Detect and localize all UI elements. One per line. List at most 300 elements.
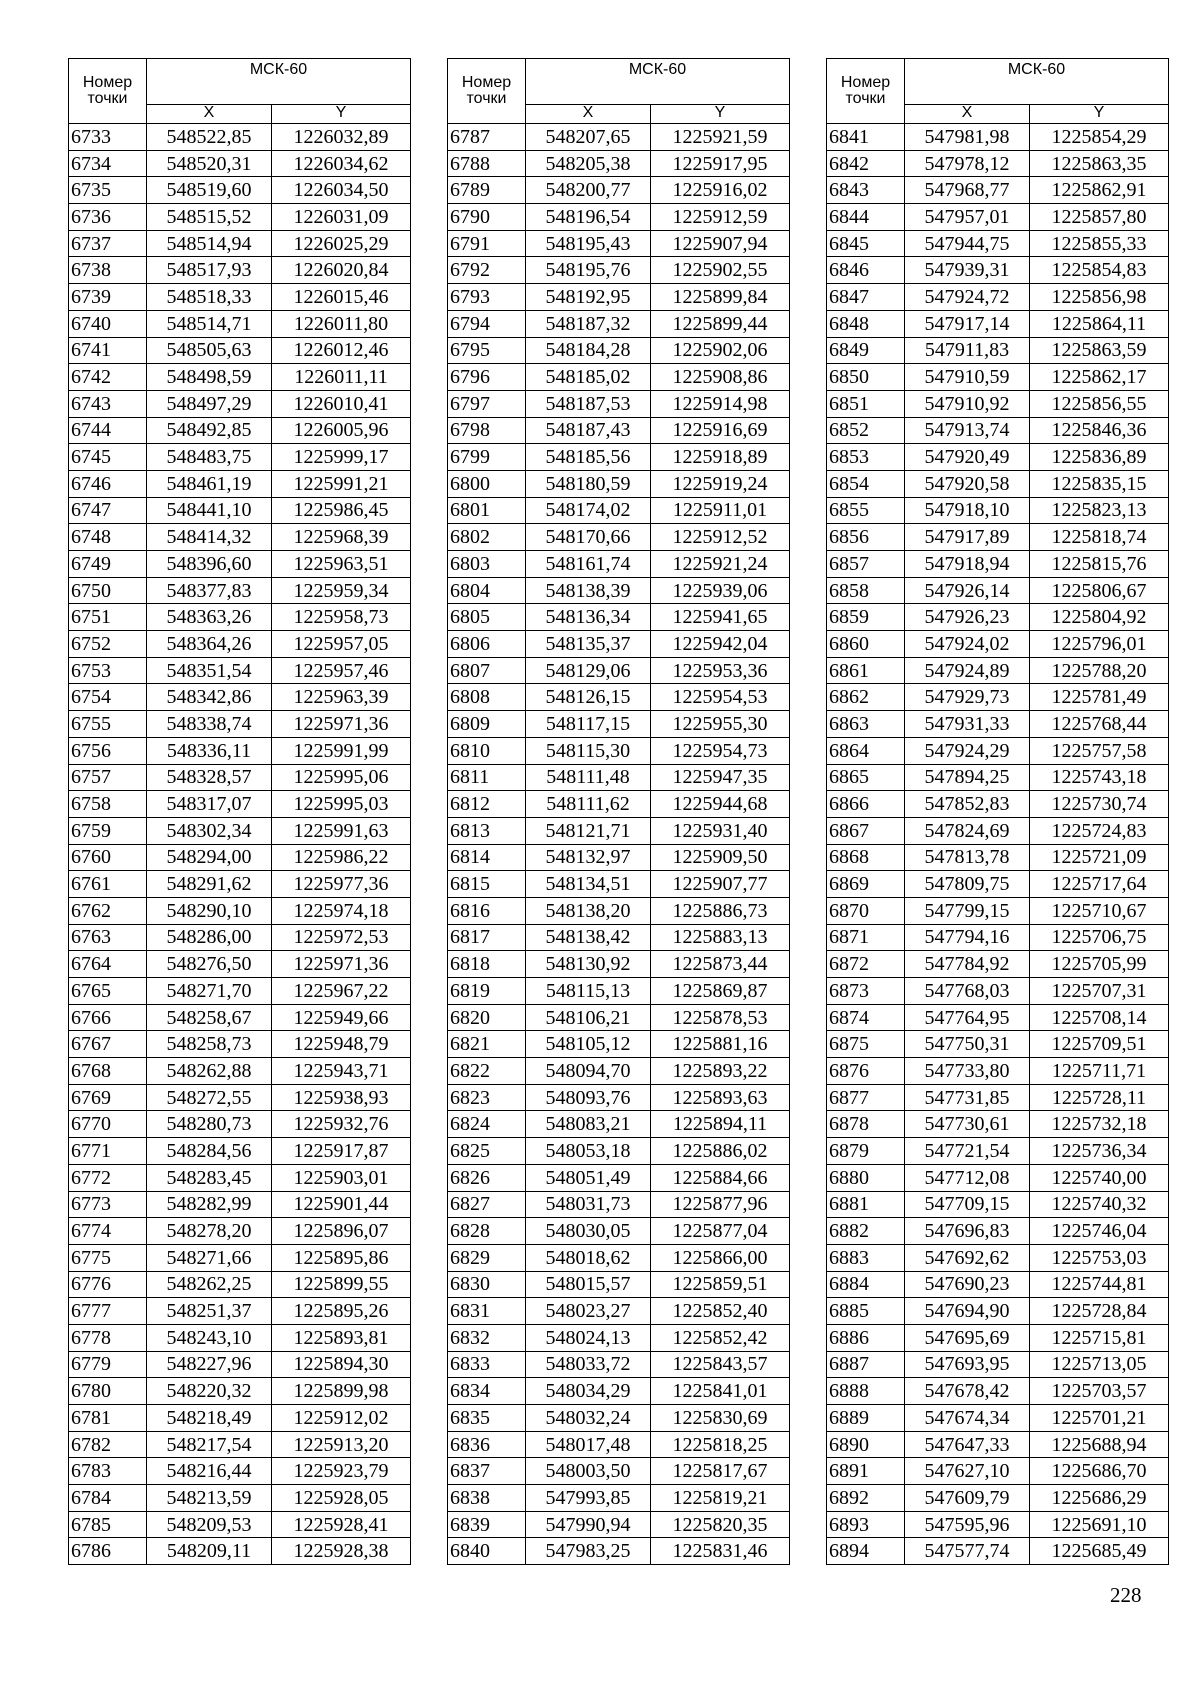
table-row [827,417,1169,444]
point-number-cell: 6837 [448,1458,526,1485]
table-row [69,1218,411,1245]
table-row [448,284,790,311]
y-coordinate-cell: 1225781,49 [1030,684,1169,711]
table-row [827,604,1169,631]
y-coordinate-cell: 1225688,94 [1030,1431,1169,1458]
point-number-header: Номер точки [448,59,526,124]
table-row [827,1405,1169,1432]
y-coordinate-cell: 1226015,46 [272,284,411,311]
x-coordinate-cell: 548377,83 [147,577,272,604]
y-coordinate-cell: 1225944,68 [651,791,790,818]
table-row [448,524,790,551]
y-coordinate-cell: 1225901,44 [272,1191,411,1218]
point-number-cell: 6734 [69,150,147,177]
y-coordinate-cell: 1225928,41 [272,1511,411,1538]
y-coordinate-cell: 1225856,98 [1030,284,1169,311]
x-coordinate-cell: 547696,83 [905,1218,1030,1245]
x-coordinate-cell: 548218,49 [147,1405,272,1432]
table-row [69,791,411,818]
table-row [69,604,411,631]
point-number-cell: 6803 [448,551,526,578]
y-coordinate-cell: 1225991,99 [272,737,411,764]
x-coordinate-cell: 548276,50 [147,951,272,978]
point-number-cell: 6747 [69,497,147,524]
y-coordinate-cell: 1225916,69 [651,417,790,444]
point-number-cell: 6889 [827,1405,905,1432]
point-number-cell: 6849 [827,337,905,364]
table-row [448,764,790,791]
x-coordinate-cell: 547595,96 [905,1511,1030,1538]
table-row [69,124,411,151]
y-coordinate-cell: 1225918,89 [651,444,790,471]
table-row [448,150,790,177]
point-number-cell: 6861 [827,657,905,684]
point-number-cell: 6797 [448,390,526,417]
point-number-cell: 6828 [448,1218,526,1245]
y-coordinate-cell: 1225971,36 [272,711,411,738]
x-coordinate-cell: 548032,24 [526,1405,651,1432]
x-coordinate-cell: 547920,58 [905,470,1030,497]
x-coordinate-cell: 547990,94 [526,1511,651,1538]
y-coordinate-cell: 1225912,02 [272,1405,411,1432]
x-coordinate-cell: 547968,77 [905,177,1030,204]
y-coordinate-cell: 1225877,96 [651,1191,790,1218]
y-coordinate-cell: 1225923,79 [272,1458,411,1485]
y-coordinate-cell: 1225744,81 [1030,1271,1169,1298]
y-coordinate-cell: 1225711,71 [1030,1058,1169,1085]
point-number-cell: 6769 [69,1084,147,1111]
y-coordinate-cell: 1225893,81 [272,1324,411,1351]
point-number-cell: 6860 [827,631,905,658]
y-coordinate-cell: 1225953,36 [651,657,790,684]
x-coordinate-cell: 548129,06 [526,657,651,684]
point-number-cell: 6872 [827,951,905,978]
table-row [827,337,1169,364]
point-number-cell: 6751 [69,604,147,631]
table-row [69,1138,411,1165]
point-number-cell: 6891 [827,1458,905,1485]
table-row [69,577,411,604]
x-coordinate-cell: 547694,90 [905,1298,1030,1325]
point-number-header: Номер точки [69,59,147,124]
table-row [827,924,1169,951]
x-coordinate-cell: 548106,21 [526,1004,651,1031]
x-coordinate-cell: 548414,32 [147,524,272,551]
y-coordinate-cell: 1225852,42 [651,1324,790,1351]
table-row [827,844,1169,871]
table-row [448,1298,790,1325]
table-row [827,1458,1169,1485]
y-coordinate-cell: 1225902,06 [651,337,790,364]
y-coordinate-cell: 1225686,70 [1030,1458,1169,1485]
y-coordinate-cell: 1225967,22 [272,978,411,1005]
x-coordinate-cell: 547983,25 [526,1538,651,1565]
y-coordinate-cell: 1225986,45 [272,497,411,524]
x-coordinate-cell: 548195,43 [526,230,651,257]
x-coordinate-cell: 548192,95 [526,284,651,311]
table-row [69,711,411,738]
y-coordinate-cell: 1225949,66 [272,1004,411,1031]
x-coordinate-cell: 547678,42 [905,1378,1030,1405]
point-number-cell: 6768 [69,1058,147,1085]
y-coordinate-cell: 1225855,33 [1030,230,1169,257]
y-coordinate-cell: 1225912,52 [651,524,790,551]
y-coordinate-cell: 1225710,67 [1030,897,1169,924]
x-coordinate-cell: 548258,67 [147,1004,272,1031]
point-number-cell: 6761 [69,871,147,898]
x-coordinate-cell: 548138,39 [526,577,651,604]
x-coordinate-cell: 548207,65 [526,124,651,151]
point-number-cell: 6843 [827,177,905,204]
table-row [448,177,790,204]
y-coordinate-cell: 1225843,57 [651,1351,790,1378]
y-coordinate-cell: 1225991,63 [272,817,411,844]
table-row [448,551,790,578]
y-coordinate-cell: 1225685,49 [1030,1538,1169,1565]
y-coordinate-cell: 1225877,04 [651,1218,790,1245]
x-coordinate-cell: 547784,92 [905,951,1030,978]
table-row [448,817,790,844]
table-row [827,284,1169,311]
point-number-cell: 6838 [448,1485,526,1512]
x-coordinate-cell: 548216,44 [147,1458,272,1485]
x-coordinate-cell: 547731,85 [905,1084,1030,1111]
x-coordinate-cell: 548336,11 [147,737,272,764]
table-row [69,1431,411,1458]
y-coordinate-cell: 1225907,94 [651,230,790,257]
x-coordinate-cell: 547712,08 [905,1164,1030,1191]
table-row [827,257,1169,284]
y-coordinate-cell: 1225715,81 [1030,1324,1169,1351]
y-coordinate-cell: 1226012,46 [272,337,411,364]
y-coordinate-cell: 1225864,11 [1030,310,1169,337]
y-coordinate-cell: 1225954,53 [651,684,790,711]
table-row [827,631,1169,658]
y-coordinate-cell: 1225703,57 [1030,1378,1169,1405]
point-number-cell: 6871 [827,924,905,951]
y-coordinate-cell: 1225954,73 [651,737,790,764]
y-coordinate-cell: 1225908,86 [651,364,790,391]
table-row [448,924,790,951]
point-number-cell: 6804 [448,577,526,604]
x-coordinate-cell: 548051,49 [526,1164,651,1191]
x-coordinate-cell: 547918,10 [905,497,1030,524]
point-number-cell: 6766 [69,1004,147,1031]
y-coordinate-cell: 1225691,10 [1030,1511,1169,1538]
y-coordinate-cell: 1225899,98 [272,1378,411,1405]
x-coordinate-cell: 548184,28 [526,337,651,364]
x-coordinate-cell: 547768,03 [905,978,1030,1005]
table-row [69,524,411,551]
x-coordinate-cell: 547924,72 [905,284,1030,311]
point-number-cell: 6822 [448,1058,526,1085]
y-coordinate-cell: 1225886,02 [651,1138,790,1165]
point-number-cell: 6855 [827,497,905,524]
y-coordinate-cell: 1225836,89 [1030,444,1169,471]
y-coordinate-cell: 1225709,51 [1030,1031,1169,1058]
y-coordinate-cell: 1225705,99 [1030,951,1169,978]
y-coordinate-cell: 1225974,18 [272,897,411,924]
y-coordinate-cell: 1225995,06 [272,764,411,791]
point-number-cell: 6820 [448,1004,526,1031]
point-number-cell: 6756 [69,737,147,764]
point-number-cell: 6787 [448,124,526,151]
x-coordinate-cell: 547799,15 [905,897,1030,924]
y-coordinate-cell: 1225947,35 [651,764,790,791]
point-number-cell: 6826 [448,1164,526,1191]
y-coordinate-cell: 1225818,74 [1030,524,1169,551]
point-number-cell: 6834 [448,1378,526,1405]
point-number-cell: 6829 [448,1244,526,1271]
x-coordinate-cell: 548018,62 [526,1244,651,1271]
x-coordinate-cell: 548170,66 [526,524,651,551]
point-number-cell: 6809 [448,711,526,738]
x-coordinate-cell: 548483,75 [147,444,272,471]
x-coordinate-cell: 548505,63 [147,337,272,364]
point-number-cell: 6784 [69,1485,147,1512]
x-coordinate-cell: 547809,75 [905,871,1030,898]
table-row [69,951,411,978]
y-coordinate-cell: 1225921,24 [651,551,790,578]
point-number-cell: 6806 [448,631,526,658]
table-row [69,444,411,471]
y-coordinate-cell: 1225931,40 [651,817,790,844]
y-coordinate-cell: 1225732,18 [1030,1111,1169,1138]
x-coordinate-cell: 548280,73 [147,1111,272,1138]
y-coordinate-cell: 1225972,53 [272,924,411,951]
table-row [69,310,411,337]
table-row [827,711,1169,738]
point-number-cell: 6886 [827,1324,905,1351]
x-coordinate-cell: 547733,80 [905,1058,1030,1085]
point-number-cell: 6852 [827,417,905,444]
table-row [827,684,1169,711]
x-coordinate-cell: 548187,43 [526,417,651,444]
point-number-cell: 6746 [69,470,147,497]
y-coordinate-cell: 1225921,59 [651,124,790,151]
y-coordinate-cell: 1225708,14 [1030,1004,1169,1031]
point-number-cell: 6739 [69,284,147,311]
y-coordinate-cell: 1225878,53 [651,1004,790,1031]
table-row [827,1084,1169,1111]
point-number-cell: 6735 [69,177,147,204]
table-row [827,1324,1169,1351]
y-coordinate-cell: 1225955,30 [651,711,790,738]
x-coordinate-cell: 548518,33 [147,284,272,311]
x-coordinate-cell: 548017,48 [526,1431,651,1458]
table-row [827,310,1169,337]
point-number-cell: 6755 [69,711,147,738]
x-coordinate-cell: 548132,97 [526,844,651,871]
point-number-cell: 6881 [827,1191,905,1218]
table-row [69,1298,411,1325]
y-coordinate-cell: 1226025,29 [272,230,411,257]
x-coordinate-cell: 548115,30 [526,737,651,764]
y-coordinate-cell: 1225706,75 [1030,924,1169,951]
table-row [69,1244,411,1271]
table-row [448,124,790,151]
point-number-cell: 6880 [827,1164,905,1191]
table-row [827,1351,1169,1378]
point-number-cell: 6894 [827,1538,905,1565]
point-number-cell: 6811 [448,764,526,791]
x-coordinate-cell: 547627,10 [905,1458,1030,1485]
x-coordinate-cell: 547693,95 [905,1351,1030,1378]
y-coordinate-cell: 1226034,62 [272,150,411,177]
point-number-cell: 6753 [69,657,147,684]
x-coordinate-cell: 548284,56 [147,1138,272,1165]
table-row [69,1511,411,1538]
table-row [448,497,790,524]
x-coordinate-cell: 547917,89 [905,524,1030,551]
point-number-cell: 6890 [827,1431,905,1458]
x-coordinate-cell: 547924,29 [905,737,1030,764]
table-row [448,444,790,471]
point-number-cell: 6754 [69,684,147,711]
table-row [827,124,1169,151]
x-coordinate-cell: 547910,59 [905,364,1030,391]
x-coordinate-cell: 547647,33 [905,1431,1030,1458]
point-number-cell: 6851 [827,390,905,417]
point-number-cell: 6771 [69,1138,147,1165]
y-coordinate-cell: 1225746,04 [1030,1218,1169,1245]
point-number-cell: 6788 [448,150,526,177]
y-coordinate-cell: 1225957,05 [272,631,411,658]
table-row [448,1218,790,1245]
table-row [448,871,790,898]
x-coordinate-cell: 548291,62 [147,871,272,898]
x-coordinate-cell: 547813,78 [905,844,1030,871]
y-coordinate-cell: 1225728,84 [1030,1298,1169,1325]
y-coordinate-cell: 1225938,93 [272,1084,411,1111]
y-coordinate-cell: 1225911,01 [651,497,790,524]
y-coordinate-cell: 1225863,59 [1030,337,1169,364]
point-number-cell: 6814 [448,844,526,871]
x-coordinate-cell: 548024,13 [526,1324,651,1351]
y-coordinate-cell: 1225895,26 [272,1298,411,1325]
point-number-cell: 6892 [827,1485,905,1512]
point-number-cell: 6854 [827,470,905,497]
x-coordinate-cell: 548174,02 [526,497,651,524]
point-number-cell: 6760 [69,844,147,871]
point-number-cell: 6742 [69,364,147,391]
y-coordinate-cell: 1225819,21 [651,1485,790,1512]
point-number-cell: 6865 [827,764,905,791]
point-number-cell: 6794 [448,310,526,337]
coordinates-table-3 [826,58,1169,1565]
x-coordinate-cell: 548213,59 [147,1485,272,1512]
table-row [448,684,790,711]
x-coordinate-cell: 547957,01 [905,204,1030,231]
table-row [448,1378,790,1405]
y-coordinate-cell: 1225866,00 [651,1244,790,1271]
point-number-cell: 6779 [69,1351,147,1378]
table-row [69,1191,411,1218]
x-coordinate-cell: 547764,95 [905,1004,1030,1031]
x-coordinate-cell: 547794,16 [905,924,1030,951]
y-coordinate-cell: 1225854,29 [1030,124,1169,151]
table-row [827,204,1169,231]
table-row [448,230,790,257]
table-row [69,551,411,578]
y-coordinate-cell: 1225928,05 [272,1485,411,1512]
y-coordinate-cell: 1225806,67 [1030,577,1169,604]
point-number-cell: 6863 [827,711,905,738]
x-coordinate-cell: 547993,85 [526,1485,651,1512]
y-coordinate-cell: 1225899,44 [651,310,790,337]
coordinates-table-2 [447,58,790,1565]
x-coordinate-cell: 548083,21 [526,1111,651,1138]
y-coordinate-cell: 1225701,21 [1030,1405,1169,1432]
y-coordinate-cell: 1225913,20 [272,1431,411,1458]
point-number-cell: 6857 [827,551,905,578]
table-row [827,1164,1169,1191]
y-coordinate-cell: 1225796,01 [1030,631,1169,658]
table-row [827,1191,1169,1218]
table-row [827,951,1169,978]
x-coordinate-cell: 548243,10 [147,1324,272,1351]
y-coordinate-cell: 1225886,73 [651,897,790,924]
y-coordinate-cell: 1225995,03 [272,791,411,818]
y-coordinate-cell: 1225948,79 [272,1031,411,1058]
table-row [448,1538,790,1565]
y-coordinate-cell: 1225740,32 [1030,1191,1169,1218]
point-number-cell: 6884 [827,1271,905,1298]
x-coordinate-cell: 548492,85 [147,417,272,444]
x-coordinate-cell: 548364,26 [147,631,272,658]
point-number-cell: 6850 [827,364,905,391]
x-coordinate-cell: 548290,10 [147,897,272,924]
point-number-cell: 6812 [448,791,526,818]
y-coordinate-cell: 1225852,40 [651,1298,790,1325]
y-coordinate-cell: 1225902,55 [651,257,790,284]
point-number-cell: 6785 [69,1511,147,1538]
y-coordinate-cell: 1225823,13 [1030,497,1169,524]
y-coordinate-cell: 1225899,55 [272,1271,411,1298]
point-number-cell: 6737 [69,230,147,257]
y-coordinate-cell: 1225815,76 [1030,551,1169,578]
table-row [448,1004,790,1031]
y-coordinate-cell: 1225743,18 [1030,764,1169,791]
table-row [448,711,790,738]
point-number-cell: 6778 [69,1324,147,1351]
x-coordinate-cell: 548031,73 [526,1191,651,1218]
y-header: Y [272,105,411,124]
point-number-cell: 6821 [448,1031,526,1058]
point-number-cell: 6878 [827,1111,905,1138]
x-coordinate-cell: 548187,53 [526,390,651,417]
table-row [69,1271,411,1298]
x-coordinate-cell: 547944,75 [905,230,1030,257]
point-number-cell: 6807 [448,657,526,684]
x-header: X [147,105,272,124]
table-row [69,204,411,231]
y-coordinate-cell: 1225932,76 [272,1111,411,1138]
y-coordinate-cell: 1225862,91 [1030,177,1169,204]
y-coordinate-cell: 1226020,84 [272,257,411,284]
y-coordinate-cell: 1225919,24 [651,470,790,497]
point-number-cell: 6825 [448,1138,526,1165]
point-number-cell: 6741 [69,337,147,364]
point-number-cell: 6831 [448,1298,526,1325]
y-coordinate-cell: 1225942,04 [651,631,790,658]
table-row [448,631,790,658]
point-number-cell: 6870 [827,897,905,924]
point-number-cell: 6864 [827,737,905,764]
table-row [827,150,1169,177]
point-number-cell: 6882 [827,1218,905,1245]
x-coordinate-cell: 547924,02 [905,631,1030,658]
